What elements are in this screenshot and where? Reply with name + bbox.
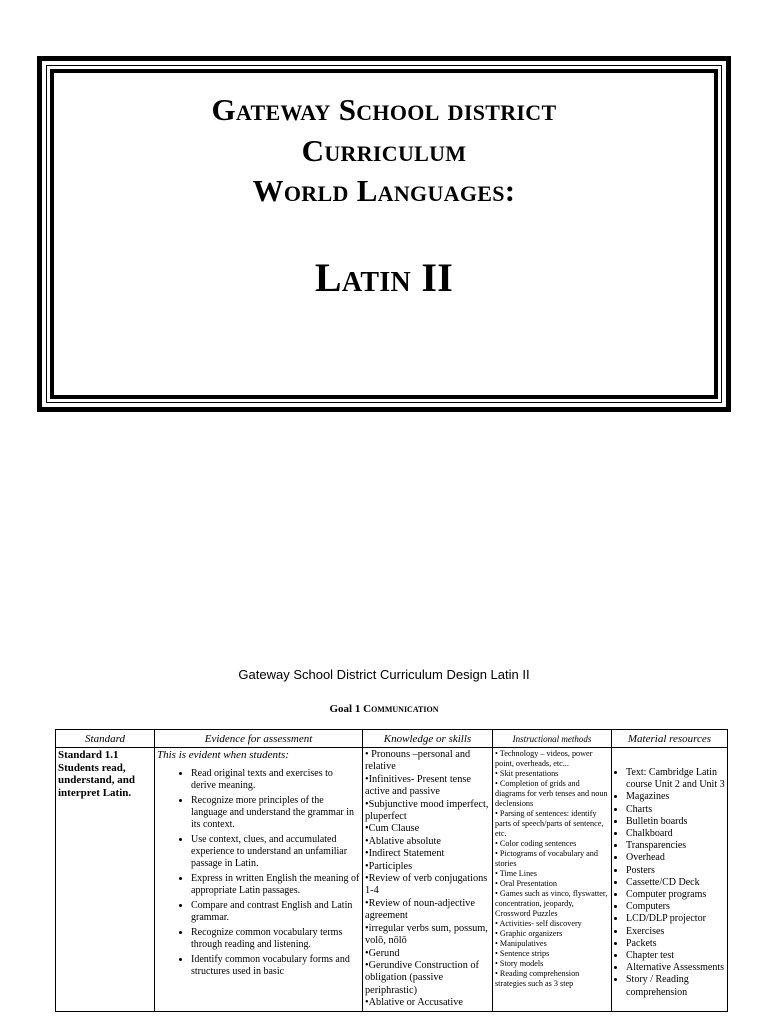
header-knowledge: Knowledge or skills (363, 730, 493, 748)
course-title: Latin II (314, 255, 454, 300)
method-item: • Story models (495, 959, 544, 968)
resource-item: • Magazines (626, 791, 725, 803)
method-item: • Graphic organizers (495, 929, 563, 938)
knowledge-item: • Pronouns –personal and relative (365, 749, 471, 773)
standard-cell (56, 748, 155, 1012)
resource-item: • LCD/DLP projector (626, 913, 725, 925)
curriculum-design-heading: Gateway School District Curriculum Design Latin II (238, 667, 530, 682)
world-languages-title: World Languages: (252, 173, 516, 208)
resource-item: • Story / Reading comprehension (626, 974, 725, 998)
method-item: • Reading comprehension strategies such as 3 step (495, 969, 580, 988)
resource-item: • Text: Cambridge Latin course Unit 2 and Unit 3 (626, 767, 725, 791)
resource-item: • Computers (626, 901, 725, 913)
curriculum-table (55, 729, 728, 1012)
knowledge-item: •Review of noun-adjective agreement (365, 897, 475, 922)
method-item: • Color coding sentences (495, 839, 577, 848)
evidence-item: • Use context, clues, and accumulated experience to understand an unfamiliar passage in Latin. (191, 834, 360, 870)
resources-cell (612, 748, 728, 1012)
resource-item: • Chalkboard (626, 828, 725, 840)
table-row (56, 748, 728, 1012)
method-item: • Oral Presentation (495, 879, 557, 888)
knowledge-item: •Gerundive Construction of obligation (passive periphrastic) (365, 959, 479, 996)
knowledge-item: •Subjunctive mood imperfect, pluperfect (365, 798, 489, 823)
evidence-item: • Recognize common vocabulary terms through reading and listening. (191, 927, 360, 951)
resource-item: • Cassette/CD Deck (626, 877, 725, 889)
method-item: • Technology – videos, power point, overheads, etc... (495, 749, 593, 768)
header-methods: Instructional methods (493, 730, 612, 748)
method-item: • Pictograms of vocabulary and stories (495, 849, 598, 868)
knowledge-item: •Infinitives- Present tense active and passive (365, 773, 471, 798)
table-header-row (56, 730, 728, 748)
method-item: • Manipulatives (495, 939, 547, 948)
district-title: Gateway School district (211, 92, 557, 127)
header-resources: Material resources (612, 730, 728, 748)
evidence-item: • Compare and contrast English and Latin grammar. (191, 900, 360, 924)
resource-item: • Overhead (626, 852, 725, 864)
evidence-item: • Express in written English the meaning of appropriate Latin passages. (191, 873, 360, 897)
knowledge-item: •Indirect Statement (365, 848, 445, 860)
resource-item: • Bulletin boards (626, 816, 725, 828)
resource-item: • Posters (626, 865, 725, 877)
evidence-item: • Read original texts and exercises to derive meaning. (191, 768, 360, 792)
evidence-cell (155, 748, 363, 1012)
resource-item: • Transparencies (626, 840, 725, 852)
method-item: • Parsing of sentences: identify parts of speech/parts of sentence, etc. (495, 809, 604, 838)
evidence-item: • Identify common vocabulary forms and structures used in basic (191, 954, 360, 978)
method-item: • Completion of grids and diagrams for verb tenses and noun declensions (495, 779, 608, 808)
standard-text: Standard 1.1 Students read, understand, and interpret Latin. (58, 749, 136, 799)
resource-item: • Chapter test (626, 950, 725, 962)
resource-item: • Exercises (626, 926, 725, 938)
evidence-intro: This is evident when students: (157, 749, 289, 761)
methods-cell (493, 748, 612, 1012)
method-item: • Time Lines (495, 869, 537, 878)
resources-spacer (614, 749, 725, 767)
header-standard: Standard (56, 730, 155, 748)
goal-prefix: Goal 1 (329, 703, 361, 715)
knowledge-item: •Ablative or Accusative (365, 997, 463, 1009)
resource-item: • Charts (626, 804, 725, 816)
method-item: • Activities- self discovery (495, 919, 582, 928)
resources-list (614, 767, 725, 999)
knowledge-item: •Participles (365, 860, 413, 872)
resource-item: • Packets (626, 938, 725, 950)
knowledge-item: •Ablative absolute (365, 835, 441, 847)
goal-name: Communication (363, 703, 439, 715)
header-evidence: Evidence for assessment (155, 730, 363, 748)
knowledge-cell (363, 748, 493, 1012)
knowledge-item: •Review of verb conjugations 1-4 (365, 873, 488, 897)
goal-heading (0, 703, 768, 715)
evidence-list (157, 768, 360, 978)
evidence-item: • Recognize more principles of the language and understand the grammar in its context. (191, 795, 360, 831)
resource-item: • Alternative Assessments (626, 962, 725, 974)
knowledge-item: •irregular verbs sum, possum, volō, nōlō (365, 922, 488, 947)
resource-item: • Computer programs (626, 889, 725, 901)
method-item: • Games such as vinco, flyswatter, concentration, jeopardy, Crossword Puzzles (495, 889, 608, 918)
knowledge-item: •Cum Clause (365, 823, 420, 835)
curriculum-title: Curriculum (301, 133, 467, 168)
method-item: • Sentence strips (495, 949, 550, 958)
knowledge-item: •Gerund (365, 947, 400, 959)
method-item: • Skit presentations (495, 769, 559, 778)
